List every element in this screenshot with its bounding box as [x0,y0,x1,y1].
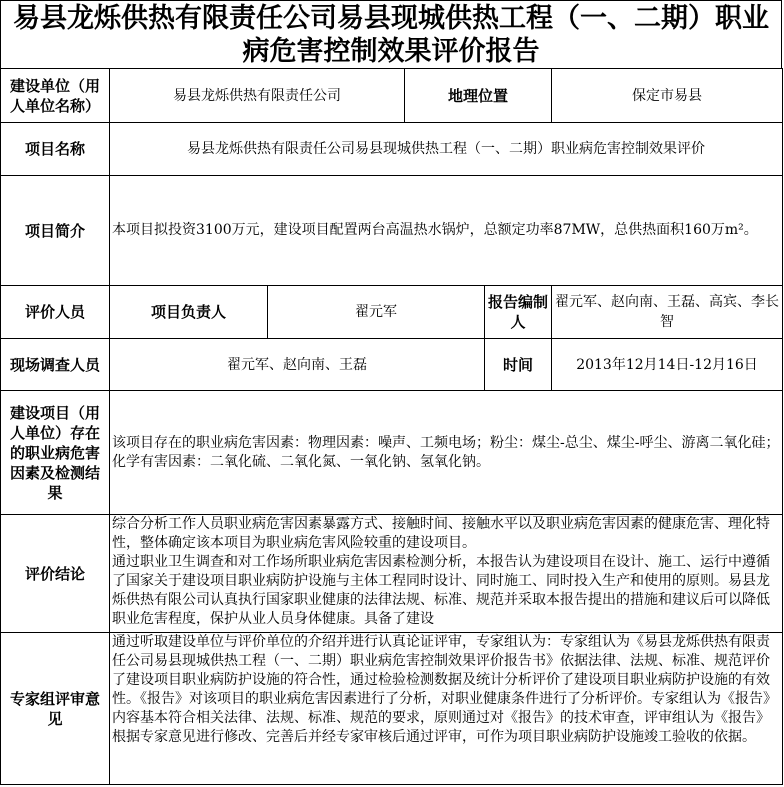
document-title: 易县龙烁供热有限责任公司易县现城供热工程（一、二期）职业病危害控制效果评价报告 [0,0,782,68]
intro-value: 本项目拟投资3100万元，建设项目配置两台高温热水锅炉，总额定功率87MW，总供热面积160万m²。 [109,175,783,286]
project-label: 项目名称 [0,122,110,176]
compiler-value: 翟元军、赵向南、王磊、高宾、李长智 [551,285,783,339]
location-label: 地理位置 [404,68,552,123]
unit-value: 易县龙烁供热有限责任公司 [109,68,405,123]
expert-label: 专家组评审意见 [0,632,110,785]
time-label: 时间 [484,338,552,391]
hazard-value: 该项目存在的职业病危害因素：物理因素：噪声、工频电场；粉尘：煤尘-总尘、煤尘-呼尘、游离二氧化硅；化学有害因素：二氧化硫、二氧化氮、一氧化钠、氢氧化钠。 [109,390,783,515]
survey-label: 现场调查人员 [0,338,110,391]
compiler-label: 报告编制人 [484,285,552,339]
conclusion-paragraph-1: 综合分析工作人员职业病危害因素暴露方式、接触时间、接触水平以及职业病危害因素的健康危害、理化特性，整体确定该本项目为职业病危害风险较重的建设项目。 [112,516,770,551]
intro-label: 项目简介 [0,175,110,286]
expert-value: 通过听取建设单位与评价单位的介绍并进行认真论证评审，专家组认为：专家组认为《易县龙烁供热有限责任公司易县现城供热工程（一、二期）职业病危害控制效果评价报告书》依据法律、法规、标准、规范评价了建设项目职业病防护设施的符合性，通过检验检测数据及统计分析评价了建设项目职业病防护设施的有效性。《报告》对该项目的职业病危害因素进行了分析，对职业健康条件进行了分析评价。专家组认为《报告》内容基本符合相关法律、法规、标准、规范的要求，原则通过对《报告》的技术审查，评审组认为《报告》根据专家意见进行修改、完善后并经专家审核后通过评审，可作为项目职业病防护设施竣工验收的依据。 [109,632,783,785]
location-value: 保定市易县 [551,68,783,123]
evaluators-label: 评价人员 [0,285,110,339]
conclusion-label: 评价结论 [0,514,110,633]
unit-label: 建设单位（用人单位名称） [0,68,110,123]
survey-value: 翟元军、赵向南、王磊 [109,338,485,391]
hazard-label: 建设项目（用人单位）存在的职业病危害因素及检测结果 [0,390,110,515]
leader-label: 项目负责人 [109,285,268,339]
project-value: 易县龙烁供热有限责任公司易县现城供热工程（一、二期）职业病危害控制效果评价 [109,122,783,176]
time-value: 2013年12月14日-12月16日 [551,338,783,391]
conclusion-paragraph-2: 通过职业卫生调查和对工作场所职业病危害因素检测分析，本报告认为建设项目在设计、施工、运行中遵循了国家关于建设项目职业病防护设施与主体工程同时设计、同时施工、同时投入生产和使用的原则。易县龙烁供热有限公司认真执行国家职业健康的法律法规、标准、规范并采取本报告提出的措施和建议后可以降低职业危害程度，保护从业人员身体健康。具备了建设 [112,554,770,627]
leader-value: 翟元军 [267,285,485,339]
conclusion-value [109,514,783,633]
